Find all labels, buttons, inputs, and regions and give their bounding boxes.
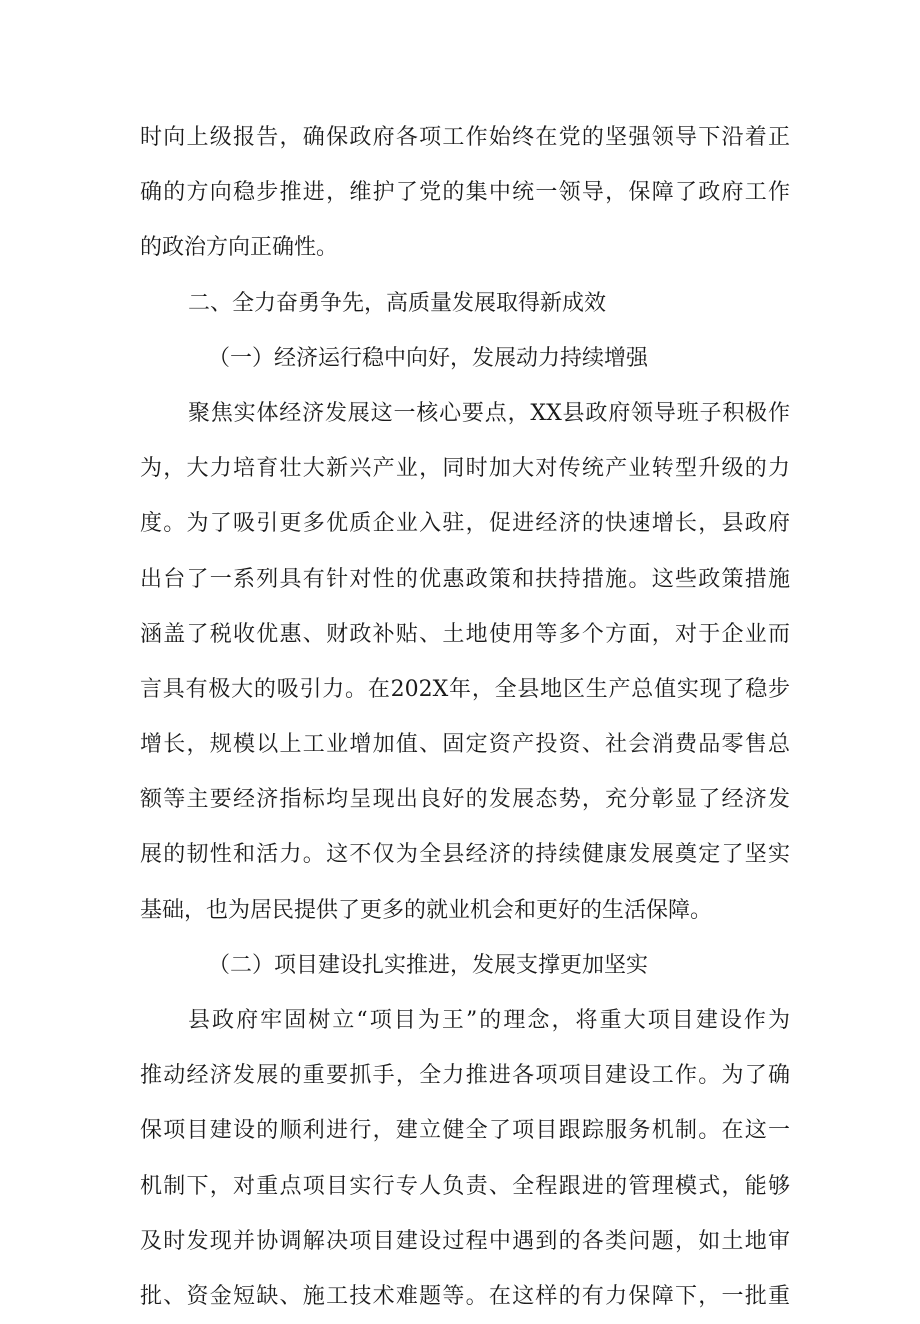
text-line: 及时发现并协调解决项目建设过程中遇到的各类问题，如土地审 xyxy=(140,1228,790,1254)
paragraph-start-line: 县政府牢固树立“项目为王”的理念，将重大项目建设作为 xyxy=(188,1008,790,1033)
text-line: 言具有极大的吸引力。在202X年，全县地区生产总值实现了稳步 xyxy=(140,676,790,702)
text-line: 批、资金短缺、施工技术难题等。在这样的有力保障下，一批重 xyxy=(140,1283,790,1309)
document-page xyxy=(140,110,790,1324)
text-line: 为，大力培育壮大新兴产业，同时加大对传统产业转型升级的力 xyxy=(140,456,790,482)
text-line: 机制下，对重点项目实行专人负责、全程跟进的管理模式，能够 xyxy=(140,1173,790,1199)
subsection-heading: （一）经济运行稳中向好，发展动力持续增强 xyxy=(208,345,649,371)
paragraph-start-line: 聚焦实体经济发展这一核心要点，XX县政府领导班子积极作 xyxy=(188,400,790,426)
text-line: 出台了一系列具有针对性的优惠政策和扶持措施。这些政策措施 xyxy=(140,566,790,592)
text-line: 涵盖了税收优惠、财政补贴、土地使用等多个方面，对于企业而 xyxy=(140,621,790,647)
text-line: 展的韧性和活力。这不仅为全县经济的持续健康发展奠定了坚实 xyxy=(140,842,790,868)
section-heading: 二、全力奋勇争先，高质量发展取得新成效 xyxy=(188,290,607,316)
text-line: 的政治方向正确性。 xyxy=(140,235,339,261)
subsection-heading: （二）项目建设扎实推进，发展支撑更加坚实 xyxy=(208,952,649,978)
text-line: 时向上级报告，确保政府各项工作始终在党的坚强领导下沿着正 xyxy=(140,125,790,150)
text-line: 基础，也为居民提供了更多的就业机会和更好的生活保障。 xyxy=(140,897,713,923)
text-line: 确的方向稳步推进，维护了党的集中统一领导，保障了政府工作 xyxy=(140,180,790,206)
text-line: 保项目建设的顺利进行，建立健全了项目跟踪服务机制。在这一 xyxy=(140,1118,790,1144)
text-line: 额等主要经济指标均呈现出良好的发展态势，充分彰显了经济发 xyxy=(140,787,790,813)
text-line: 度。为了吸引更多优质企业入驻，促进经济的快速增长，县政府 xyxy=(140,511,790,537)
text-line: 增长，规模以上工业增加值、固定资产投资、社会消费品零售总 xyxy=(140,732,790,758)
text-line: 推动经济发展的重要抓手，全力推进各项项目建设工作。为了确 xyxy=(140,1063,790,1089)
